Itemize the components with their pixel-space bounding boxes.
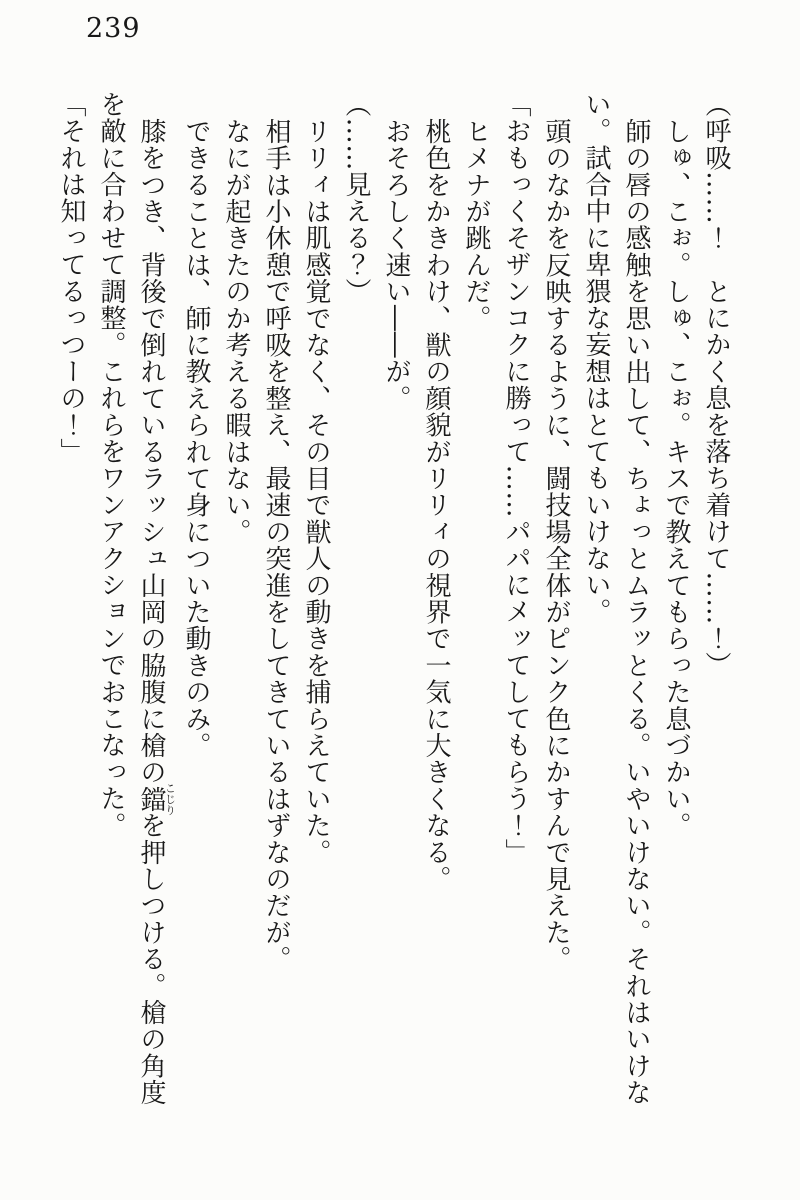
- text-line: [696, 91, 736, 1109]
- text-line: [536, 91, 576, 1109]
- text-run: なにが起きたのか考える暇はない。: [221, 118, 251, 546]
- text-run: 頭のなかを反映するように、闘技場全体がピンク色にかすんで見えた。: [541, 118, 571, 973]
- text-line: [176, 91, 216, 1109]
- text-run: リリィは肌感覚でなく、その目で獣人の動きを捕らえていた。: [301, 118, 331, 866]
- text-run: 膝をつき、背後で倒れているラッシュ山岡の脇腹に槍の: [136, 118, 166, 786]
- text-line: [376, 91, 416, 1109]
- text-line: [51, 91, 91, 1109]
- text-columns: [51, 91, 736, 1109]
- text-line: [616, 91, 656, 1109]
- text-run: 「それは知ってるっつーの！」: [56, 91, 86, 465]
- text-run: 桃色をかきわけ、獣の顔貌がリリィの視界で一気に大きくなる。: [421, 118, 451, 893]
- text-line: [131, 91, 176, 1109]
- text-line: [296, 91, 336, 1109]
- ruby-annotated-word: 鐺こじり: [136, 782, 177, 816]
- text-run: 「おもっくそザンコクに勝って……パパにメッてしてもらう！」: [501, 91, 531, 866]
- text-run: い。試合中に卑猥な妄想はとてもいけない。: [581, 91, 611, 625]
- text-line: [456, 91, 496, 1109]
- text-run: を押しつける。槍の角度: [136, 812, 166, 1106]
- text-line: [336, 91, 376, 1109]
- text-run: （呼吸……！ とにかく息を落ち着けて……！）: [701, 91, 731, 679]
- page-number: 239: [86, 13, 141, 44]
- text-run: おそろしく速い――が。: [381, 118, 411, 412]
- text-run: 師の唇の感触を思い出して、ちょっとムラッとくる。いやいけない。それはいけな: [621, 118, 651, 1106]
- text-run: しゅ、こぉ。しゅ、こぉ。キスで教えてもらった息づかい。: [661, 118, 691, 839]
- text-line: [91, 91, 131, 1109]
- text-run: 相手は小休憩で呼吸を整え、最速の突進をしてきているはずなのだが。: [261, 118, 291, 973]
- text-line: [256, 91, 296, 1109]
- text-line: [656, 91, 696, 1109]
- text-run: を敵に合わせて調整。これらをワンアクションでおこなった。: [96, 91, 126, 839]
- text-line: [496, 91, 536, 1109]
- text-run: （……見える？）: [341, 91, 371, 305]
- text-run: ヒメナが跳んだ。: [461, 118, 491, 332]
- text-line: [216, 91, 256, 1109]
- text-run: できることは、師に教えられて身についた動きのみ。: [181, 118, 211, 759]
- text-line: [576, 91, 616, 1109]
- text-line: [416, 91, 456, 1109]
